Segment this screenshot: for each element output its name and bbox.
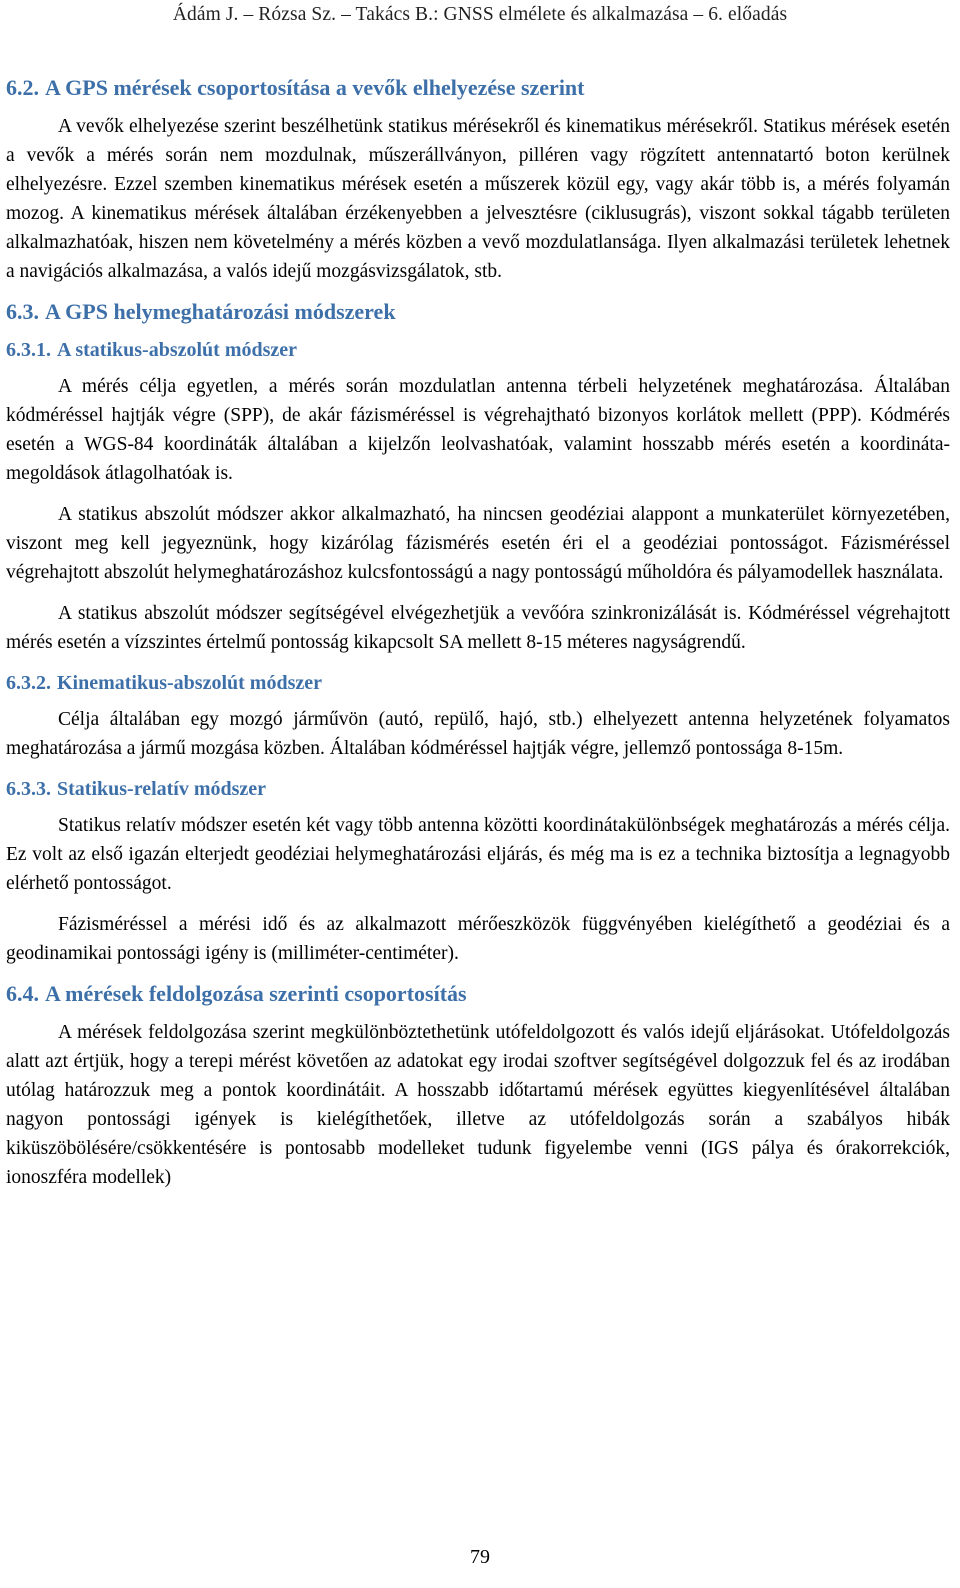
section-heading-6-3-3	[6, 775, 950, 803]
section-number: 6.3.3.	[6, 778, 51, 800]
paragraph: A statikus abszolút módszer segítségével elvégezhetjük a vevőóra szinkronizálását is. Kódméréssel végrehajtott mérés esetén a vízszintes értelmű pontosság kikapcsolt SA mellett 8-15 méteres nagyságrendű.	[6, 603, 950, 653]
paragraph: A vevők elhelyezése szerint beszélhetünk statikus mérésekről és kinematikus mérésekről. Statikus mérések esetén a vevők a mérés során nem mozdulnak, műszerállványon, pilléren vagy rögzített antennatartó boton kerülnek elhelyezésre. Ezzel szemben kinematikus mérések esetén a műszerek közül egy, vagy akár több is, a mérés folyamán mozog. A kinematikus mérések általában érzékenyebben a jelvesztésre (ciklusugrás), viszont sokkal tágabb területen alkalmazhatóak, hiszen nem követelmény a mérés közben a vevő mozdulatlansága. Ilyen alkalmazási területek lehetnek a navigációs alkalmazása, a valós idejű mozgásvizsgálatok, stb.	[6, 116, 950, 282]
section-heading-6-3-2	[6, 669, 950, 697]
section-title: A statikus-abszolút módszer	[57, 339, 298, 361]
section-heading-6-3	[6, 298, 950, 326]
paragraph: A mérés célja egyetlen, a mérés során mozdulatlan antenna térbeli helyzetének meghatározása. Általában kódméréssel hajtják végre (SPP), de akár fázisméréssel is végrehajtható bizonyos korlátok mellett (PPP). Kódmérés esetén a WGS-84 koordináták általában a kijelzőn leolvashatóak, valamint hosszabb mérés esetén a koordináta-megoldások átlagolhatóak is.	[6, 376, 950, 484]
paragraph: Statikus relatív módszer esetén két vagy több antenna közötti koordinátakülönbségek meghatározás a mérés célja. Ez volt az első igazán elterjedt geodéziai helymeghatározási eljárás, és még ma is ez a technika biztosítja a legnagyobb elérhető pontosságot.	[6, 815, 950, 894]
paragraph: A statikus abszolút módszer akkor alkalmazható, ha nincsen geodéziai alappont a munkaterület környezetében, viszont meg kell jegyeznünk, hogy kizárólag fázismérés esetén éri el a geodéziai pontosságot. Fázisméréssel végrehajtott abszolút helymeghatározáshoz kulcsfontosságú a nagy pontosságú műholdóra és pályamodellek használata.	[6, 504, 950, 583]
page-number: 79	[470, 1546, 490, 1568]
paragraph: Célja általában egy mozgó járművön (autó, repülő, hajó, stb.) elhelyezett antenna helyzetének folyamatos meghatározása a jármű mozgása közben. Általában kódméréssel hajtják végre, jellemző pontossága 8-15m.	[6, 709, 950, 759]
section-title: Statikus-relatív módszer	[57, 778, 267, 800]
section-number: 6.3.	[6, 299, 39, 324]
page-content	[6, 74, 950, 1204]
section-title: A mérések feldolgozása szerinti csoportosítás	[45, 981, 467, 1006]
running-header: Ádám J. – Rózsa Sz. – Takács B.: GNSS elmélete és alkalmazása – 6. előadás	[172, 4, 788, 25]
section-heading-6-2	[6, 74, 950, 102]
section-title: Kinematikus-abszolút módszer	[57, 672, 322, 694]
section-number: 6.3.2.	[6, 672, 51, 694]
section-number: 6.3.1.	[6, 339, 51, 361]
section-title: A GPS mérések csoportosítása a vevők elhelyezése szerint	[45, 75, 585, 100]
section-title: A GPS helymeghatározási módszerek	[45, 299, 396, 324]
paragraph: A mérések feldolgozása szerint megkülönböztethetünk utófeldolgozott és valós idejű eljárásokat. Utófeldolgozás alatt azt értjük, hogy a terepi mérést követően az adatokat egy irodai szoftver segítségével dolgozzuk fel és az irodában utólag határozzuk meg a pontok koordinátáit. A hosszabb időtartamú mérések együttes kiegyenlítésével általában nagyon pontossági igények is kielégíthetőek, illetve az utófeldolgozás során a szabályos hibák kiküszöbölésére/csökkentésére is pontosabb modelleket tudunk figyelembe venni (IGS pálya és órakorrekciók, ionoszféra modellek)	[6, 1022, 950, 1188]
section-heading-6-3-1	[6, 336, 950, 364]
paragraph: Fázisméréssel a mérési idő és az alkalmazott mérőeszközök függvényében kielégíthető a geodéziai és a geodinamikai pontossági igény is (milliméter-centiméter).	[6, 914, 950, 964]
section-number: 6.2.	[6, 75, 39, 100]
section-number: 6.4.	[6, 981, 39, 1006]
section-heading-6-4	[6, 980, 950, 1008]
